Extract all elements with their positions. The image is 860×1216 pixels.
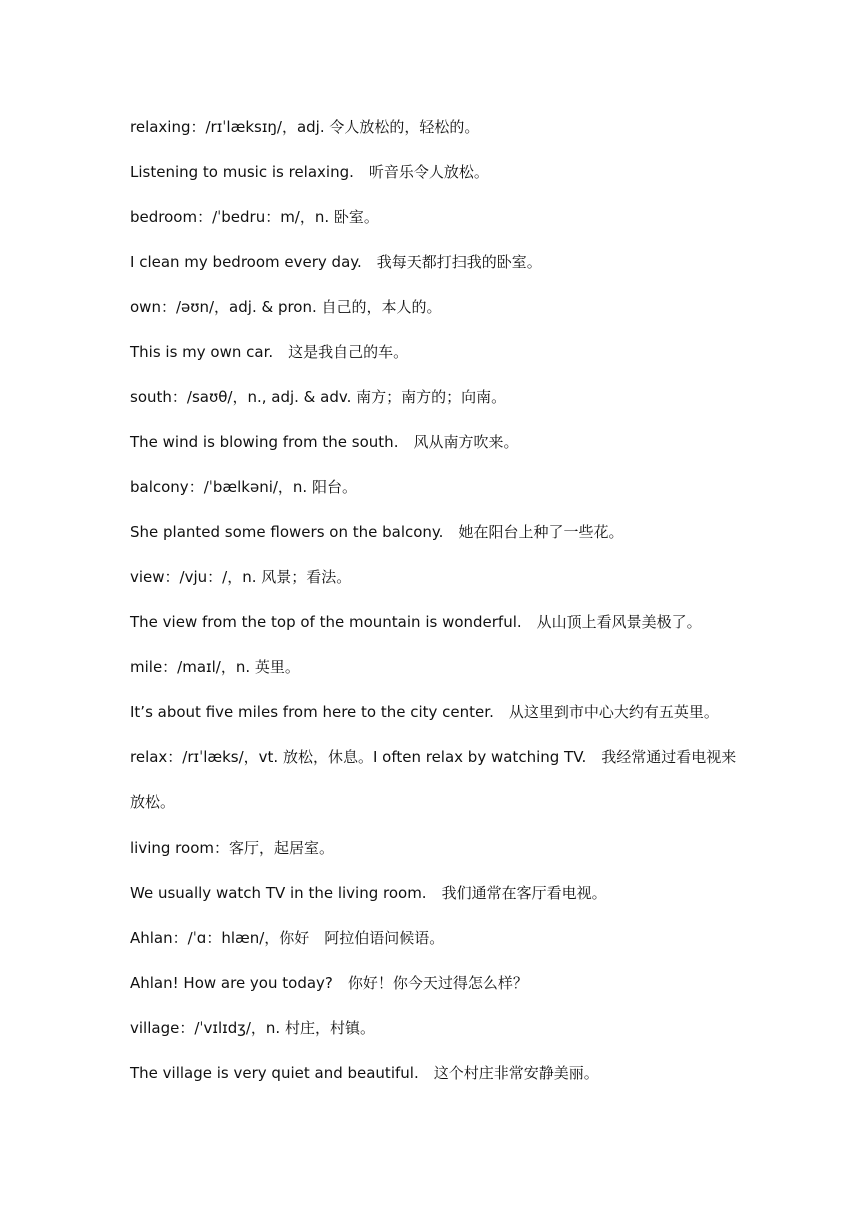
entry-village: village：/ˈvɪlɪdʒ/，n. 村庄，村镇。 <box>130 1019 375 1037</box>
entry-living-room: living room：客厅，起居室。 <box>130 839 334 857</box>
example-relaxing: Listening to music is relaxing. 听音乐令人放松。 <box>130 163 489 181</box>
entry-mile: mile：/maɪl/，n. 英里。 <box>130 658 300 676</box>
example-ahlan: Ahlan! How are you today? 你好！你今天过得怎么样？ <box>130 974 528 992</box>
example-view: The view from the top of the mountain is wonderful. 从山顶上看风景美极了。 <box>130 613 702 631</box>
entry-relaxing: relaxing：/rɪˈlæksɪŋ/，adj. 令人放松的，轻松的。 <box>130 118 480 136</box>
vocabulary-list <box>130 116 740 1107</box>
entry-balcony: balcony：/ˈbælkəni/，n. 阳台。 <box>130 478 357 496</box>
entry-view: view：/vju：/，n. 风景；看法。 <box>130 568 352 586</box>
entry-own: own：/əʊn/，adj. & pron. 自己的，本人的。 <box>130 298 442 316</box>
entry-ahlan: Ahlan：/ˈɑ：hlæn/，你好 阿拉伯语问候语。 <box>130 929 445 947</box>
example-mile: It’s about five miles from here to the city center. 从这里到市中心大约有五英里。 <box>130 703 719 721</box>
entry-relax: relax：/rɪˈlæks/，vt. 放松，休息。I often relax by watching TV. 我经常通过看电视来放松。 <box>130 748 737 811</box>
example-own: This is my own car. 这是我自己的车。 <box>130 343 409 361</box>
example-living-room: We usually watch TV in the living room. 我们通常在客厅看电视。 <box>130 884 607 902</box>
entry-south: south：/saʊθ/，n., adj. & adv. 南方；南方的；向南。 <box>130 388 507 406</box>
example-bedroom: I clean my bedroom every day. 我每天都打扫我的卧室。 <box>130 253 542 271</box>
example-south: The wind is blowing from the south. 风从南方吹来。 <box>130 433 519 451</box>
example-balcony: She planted some flowers on the balcony. 她在阳台上种了一些花。 <box>130 523 624 541</box>
entry-bedroom: bedroom：/ˈbedru：m/，n. 卧室。 <box>130 208 379 226</box>
example-village: The village is very quiet and beautiful. 这个村庄非常安静美丽。 <box>130 1064 599 1082</box>
